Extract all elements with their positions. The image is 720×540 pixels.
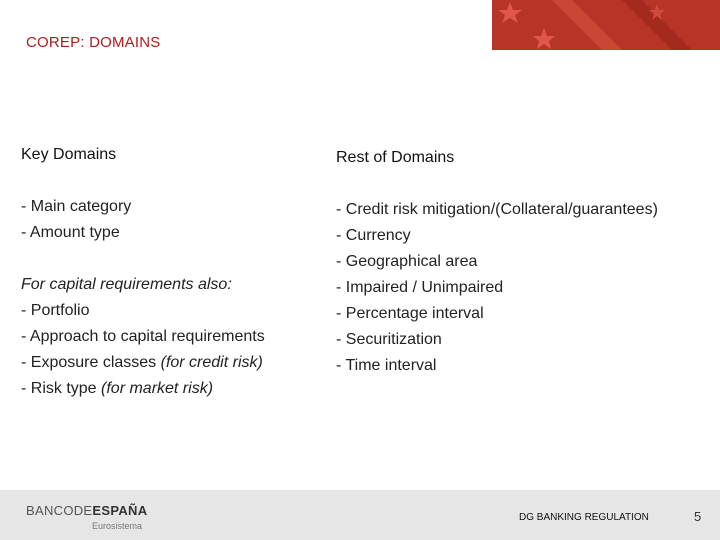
list-item: - Time interval — [336, 357, 437, 374]
item-text: - Portfolio — [21, 302, 90, 319]
list-item: - Impaired / Unimpaired — [336, 279, 504, 296]
key-domains-list — [21, 194, 131, 246]
capital-requirements-intro: For capital requirements also: — [21, 276, 232, 293]
item-text: - Risk type — [21, 380, 102, 397]
item-text: - Approach to capital requirements — [21, 328, 265, 345]
list-item: - Percentage interval — [336, 305, 484, 322]
list-item: - Amount type — [21, 224, 120, 241]
list-item: - Securitization — [336, 331, 442, 348]
flag-banner-image — [492, 0, 720, 50]
capital-requirements-block — [21, 272, 265, 402]
list-item: - Currency — [336, 227, 411, 244]
item-text: - Exposure classes — [21, 354, 161, 371]
list-item: - Geographical area — [336, 253, 478, 270]
key-domains-heading: Key Domains — [21, 146, 117, 163]
list-item — [21, 376, 265, 402]
banco-de-espana-logo: BANCODEESPAÑA — [26, 503, 148, 518]
list-item — [21, 324, 265, 350]
page-number: 5 — [694, 509, 702, 524]
item-note: (for market risk) — [101, 380, 214, 397]
list-item: - Credit risk mitigation/(Collateral/guarantees) — [336, 201, 658, 218]
footer-department: DG BANKING REGULATION — [519, 512, 649, 523]
slide-title: COREP: DOMAINS — [26, 34, 161, 51]
list-item: - Main category — [21, 198, 132, 215]
list-item — [21, 298, 265, 324]
eurosistema-logo-text: Eurosistema — [92, 521, 143, 531]
rest-of-domains-list — [336, 197, 658, 379]
rest-of-domains-heading: Rest of Domains — [336, 149, 455, 166]
list-item — [21, 350, 265, 376]
item-note: (for credit risk) — [160, 354, 263, 371]
